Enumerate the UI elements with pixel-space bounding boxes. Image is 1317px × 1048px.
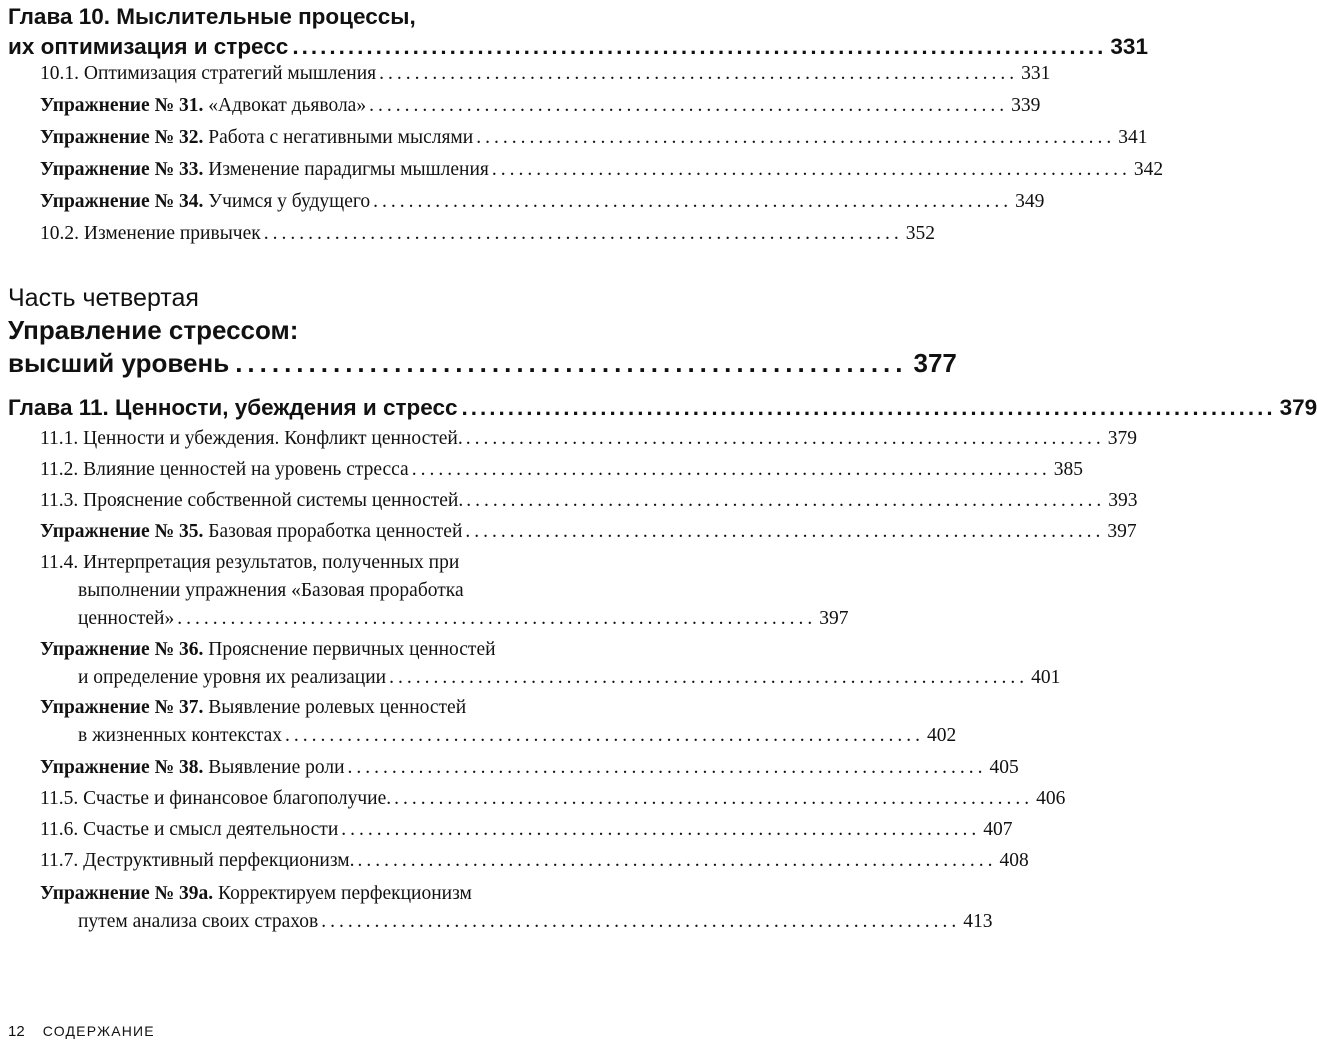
dot-leader: ........................................................................ [321, 911, 961, 932]
toc-entry-11-2 [40, 456, 1083, 484]
entry-text-line2: путем анализа своих страхов [78, 911, 319, 932]
footer-section-title: СОДЕРЖАНИЕ [42, 1023, 155, 1039]
dot-leader: ........................................................................ [394, 788, 1034, 809]
entry-page: 342 [1133, 159, 1164, 180]
entry-page: 413 [963, 911, 993, 932]
footer-page-number: 12 [8, 1023, 25, 1040]
toc-entry-exercise-31 [40, 92, 1041, 120]
dot-leader: ........................................................................ [389, 667, 1029, 688]
toc-entry-11-6 [40, 816, 1013, 844]
chapter-11-title: Глава 11. Ценности, убеждения и стресс [8, 395, 458, 420]
entry-text: 10.1. Оптимизация стратегий мышления [40, 63, 377, 84]
toc-entry-exercise-33 [40, 156, 1164, 184]
exercise-label: Упражнение № 39а. [40, 883, 214, 904]
entry-page: 349 [1015, 191, 1045, 212]
toc-entry-exercise-39a [40, 880, 993, 936]
chapter-10-heading [8, 2, 1148, 62]
toc-entry-11-1 [40, 425, 1137, 453]
entry-text: Изменение парадигмы мышления [203, 159, 489, 180]
dot-leader: ........................................................................ [476, 127, 1116, 148]
dot-leader: ........................................................................................ [461, 395, 1276, 420]
exercise-label: Упражнение № 32. [40, 127, 204, 148]
entry-text: «Адвокат дьявола» [203, 95, 367, 116]
entry-text-line1: Выявление ролевых ценностей [203, 697, 467, 718]
dot-leader: ........................................................................ [341, 819, 981, 840]
entry-text: Базовая проработка ценностей [203, 521, 463, 542]
chapter-10-title-line1: Глава 10. Мыслительные процессы, [8, 4, 416, 29]
dot-leader: ........................................................................ [466, 490, 1106, 511]
dot-leader: ........................................................................ [379, 63, 1019, 84]
entry-text: Выявление роли [203, 757, 345, 778]
dot-leader: ........................................................................ [465, 428, 1105, 449]
chapter-11-page: 379 [1279, 395, 1317, 420]
entry-page: 352 [905, 223, 935, 244]
entry-page: 402 [927, 725, 957, 746]
part-4-leader-line [8, 346, 957, 380]
toc-entry-11-4 [40, 549, 849, 633]
entry-text-line3: ценностей» [78, 608, 175, 629]
dot-leader: ........................................................................ [347, 757, 987, 778]
entry-page: 385 [1053, 459, 1083, 480]
entry-page: 331 [1021, 63, 1051, 84]
part-4-page: 377 [913, 348, 957, 378]
dot-leader: ........................................................................ [465, 521, 1105, 542]
exercise-label: Упражнение № 36. [40, 639, 204, 660]
toc-entry-exercise-35 [40, 518, 1137, 546]
part-4-title-line2: высший уровень [8, 348, 230, 378]
exercise-label: Упражнение № 31. [40, 95, 204, 116]
dot-leader: ........................................................................ [411, 459, 1051, 480]
entry-text-line1: Корректируем перфекционизм [213, 883, 472, 904]
entry-page: 406 [1036, 788, 1066, 809]
toc-entry-exercise-34 [40, 188, 1045, 216]
entry-text: 11.1. Ценности и убеждения. Конфликт ценностей. [40, 428, 463, 449]
exercise-label: Упражнение № 34. [40, 191, 204, 212]
entry-text: 11.6. Счастье и смысл деятельности [40, 819, 339, 840]
entry-text-line2: в жизненных контекстах [78, 725, 283, 746]
toc-entry-exercise-38 [40, 754, 1019, 782]
entry-page: 401 [1031, 667, 1061, 688]
part-4-title-line1: Управление стрессом: [8, 315, 299, 345]
toc-entry-exercise-36 [40, 636, 1061, 692]
exercise-label: Упражнение № 38. [40, 757, 204, 778]
toc-entry-exercise-37 [40, 694, 957, 750]
chapter-10-page: 331 [1110, 34, 1148, 59]
entry-page: 405 [989, 757, 1019, 778]
part-4-heading [8, 282, 957, 380]
entry-text: 10.2. Изменение привычек [40, 223, 261, 244]
entry-page: 408 [999, 850, 1029, 871]
entry-text: 11.2. Влияние ценностей на уровень стресса [40, 459, 409, 480]
dot-leader: ........................................................................ [357, 850, 997, 871]
entry-page: 379 [1107, 428, 1137, 449]
entry-page: 407 [983, 819, 1013, 840]
entry-text: 11.3. Прояснение собственной системы ценностей. [40, 490, 464, 511]
entry-page: 397 [819, 608, 849, 629]
toc-entry-11-3 [40, 487, 1138, 515]
dot-leader: ........................................................................ [491, 159, 1131, 180]
dot-leader: ........................................................................ [369, 95, 1009, 116]
entry-text: Работа с негативными мыслями [203, 127, 474, 148]
toc-entry-10-2 [40, 220, 935, 248]
chapter-10-leader-line [8, 32, 1148, 62]
dot-leader: ........................................................................ [285, 725, 925, 746]
toc-entry-11-5 [40, 785, 1066, 813]
toc-entry-11-7 [40, 847, 1029, 875]
toc-entry-10-1 [40, 60, 1051, 88]
entry-page: 393 [1108, 490, 1138, 511]
entry-text: Учимся у будущего [203, 191, 371, 212]
entry-text-line1: 11.4. Интерпретация результатов, полученных при [40, 552, 460, 573]
exercise-label: Упражнение № 35. [40, 521, 204, 542]
entry-text: 11.5. Счастье и финансовое благополучие. [40, 788, 392, 809]
entry-page: 397 [1107, 521, 1137, 542]
chapter-11-heading [8, 393, 1317, 423]
entry-page: 341 [1118, 127, 1148, 148]
exercise-label: Упражнение № 33. [40, 159, 204, 180]
dot-leader: ........................................................................................ [292, 34, 1107, 59]
part-4-kicker: Часть четвертая [8, 284, 199, 312]
dot-leader: ....................................................... [235, 348, 908, 378]
toc-entry-exercise-32 [40, 124, 1148, 152]
page-footer [8, 1023, 155, 1040]
dot-leader: ........................................................................ [373, 191, 1013, 212]
exercise-label: Упражнение № 37. [40, 697, 204, 718]
entry-text-line2: выполнении упражнения «Базовая проработка [78, 580, 464, 601]
entry-text: 11.7. Деструктивный перфекционизм. [40, 850, 355, 871]
chapter-11-leader-line [8, 393, 1317, 423]
dot-leader: ........................................................................ [263, 223, 903, 244]
entry-text-line1: Прояснение первичных ценностей [203, 639, 496, 660]
entry-text-line2: и определение уровня их реализации [78, 667, 387, 688]
chapter-10-title-line2: их оптимизация и стресс [8, 34, 289, 59]
entry-page: 339 [1011, 95, 1041, 116]
dot-leader: ........................................................................ [177, 608, 817, 629]
